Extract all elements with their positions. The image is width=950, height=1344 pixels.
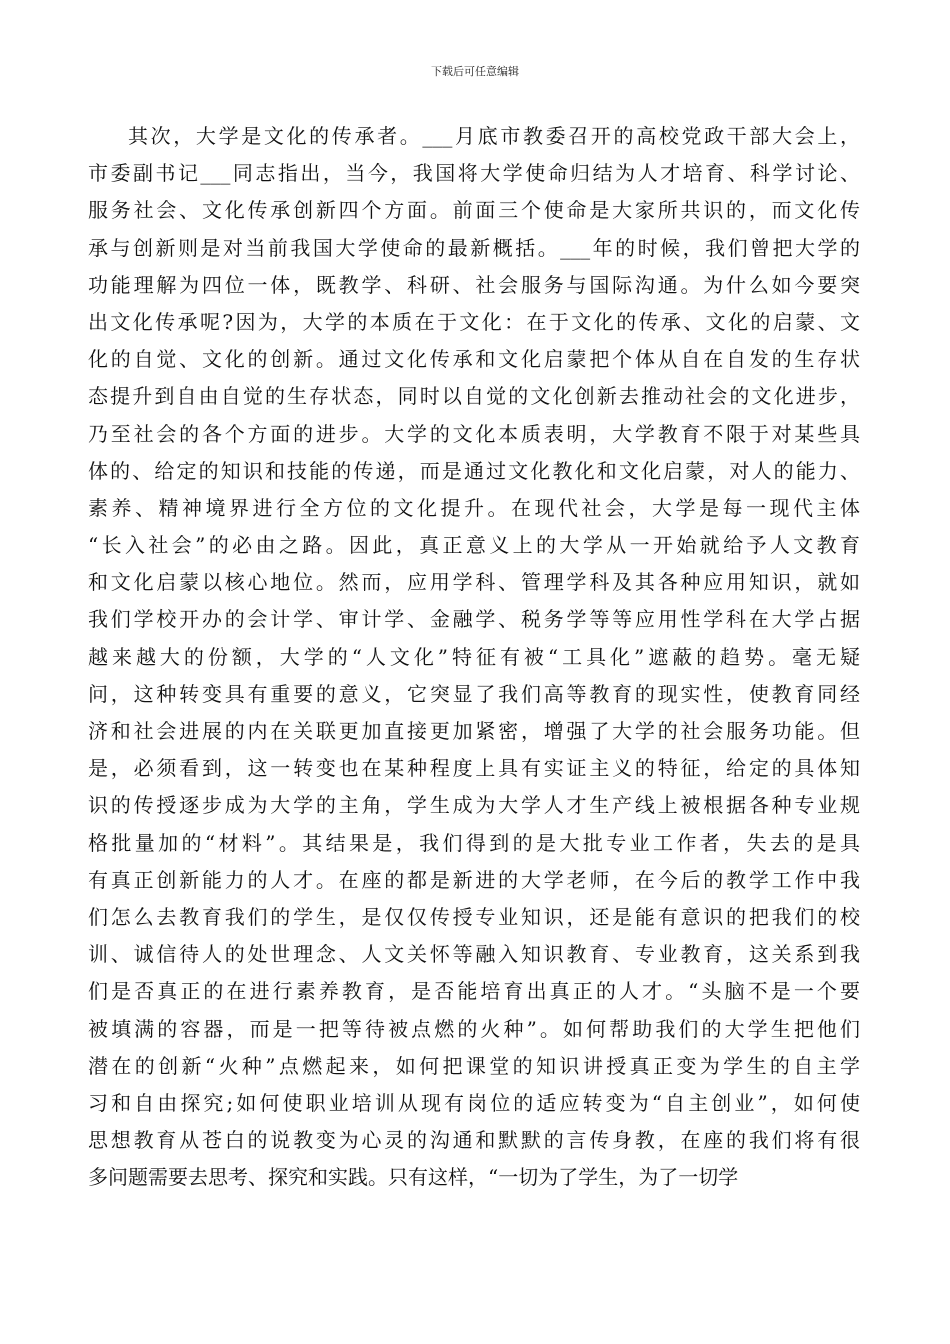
text-line: 市委副书记___同志指出，当今，我国将大学使命归结为人才培育、科学讨论、 [88,161,860,186]
text-line: 们是否真正的在进行素养教育，是否能培育出真正的人才。“头脑不是一个要 [88,979,860,1004]
text-line: 我们学校开办的会计学、审计学、金融学、税务学等等应用性学科在大学占据 [88,607,860,632]
text-line: “长入社会”的必由之路。因此，真正意义上的大学从一开始就给予人文教育 [88,533,860,558]
text-line: 训、诚信待人的处世理念、人文关怀等融入知识教育、专业教育，这关系到我 [88,942,860,967]
text-line: 素养、精神境界进行全方位的文化提升。在现代社会，大学是每一现代主体 [88,495,860,520]
text-line: 习和自由探究;如何使职业培训从现有岗位的适应转变为“自主创业”，如何使 [88,1090,860,1115]
text-line: 格批量加的“材料”。其结果是，我们得到的是大批专业工作者，失去的是具 [88,830,860,855]
page-header-note: 下载后可任意编辑 [431,65,519,78]
text-line: 和文化启蒙以核心地位。然而，应用学科、管理学科及其各种应用知识，就如 [88,570,860,595]
text-line: 济和社会进展的内在关联更加直接更加紧密，增强了大学的社会服务功能。但 [88,719,860,743]
text-line: 乃至社会的各个方面的进步。大学的文化本质表明，大学教育不限于对某些具 [88,421,860,446]
text-line: 问，这种转变具有重要的意义，它突显了我们高等教育的现实性，使教育同经 [88,681,860,706]
text-line: 其次，大学是文化的传承者。___月底市教委召开的高校党政干部大会上， [128,124,860,148]
text-line: 越来越大的份额，大学的“人文化”特征有被“工具化”遮蔽的趋势。毫无疑 [88,644,860,669]
text-line: 是，必须看到，这一转变也在某种程度上具有实证主义的特征，给定的具体知 [88,756,860,781]
text-line: 有真正创新能力的人才。在座的都是新进的大学老师，在今后的教学工作中我 [88,867,860,892]
text-line: 多问题需要去思考、探究和实践。只有这样，“一切为了学生，为了一切学 [88,1165,739,1190]
text-line: 出文化传承呢?因为，大学的本质在于文化：在于文化的传承、文化的启蒙、文 [88,309,860,334]
body-paragraph [88,118,860,1196]
text-line: 们怎么去教育我们的学生，是仅仅传授专业知识，还是能有意识的把我们的校 [88,904,860,929]
text-line: 服务社会、文化传承创新四个方面。前面三个使命是大家所共识的，而文化传 [88,198,860,223]
text-line: 体的、给定的知识和技能的传递，而是通过文化教化和文化启蒙，对人的能力、 [88,458,860,483]
text-line: 识的传授逐步成为大学的主角，学生成为大学人才生产线上被根据各种专业规 [88,793,860,818]
text-line: 潜在的创新“火种”点燃起来，如何把课堂的知识讲授真正变为学生的自主学 [88,1053,860,1078]
text-line: 被填满的容器，而是一把等待被点燃的火种”。如何帮助我们的大学生把他们 [88,1016,860,1041]
text-line: 态提升到自由自觉的生存状态，同时以自觉的文化创新去推动社会的文化进步， [88,384,860,409]
text-line: 功能理解为四位一体，既教学、科研、社会服务与国际沟通。为什么如今要突 [88,272,860,297]
text-line: 承与创新则是对当前我国大学使命的最新概括。___年的时候，我们曾把大学的 [88,235,860,260]
text-line: 思想教育从苍白的说教变为心灵的沟通和默默的言传身教，在座的我们将有很 [88,1128,860,1153]
text-line: 化的自觉、文化的创新。通过文化传承和文化启蒙把个体从自在自发的生存状 [88,347,860,372]
